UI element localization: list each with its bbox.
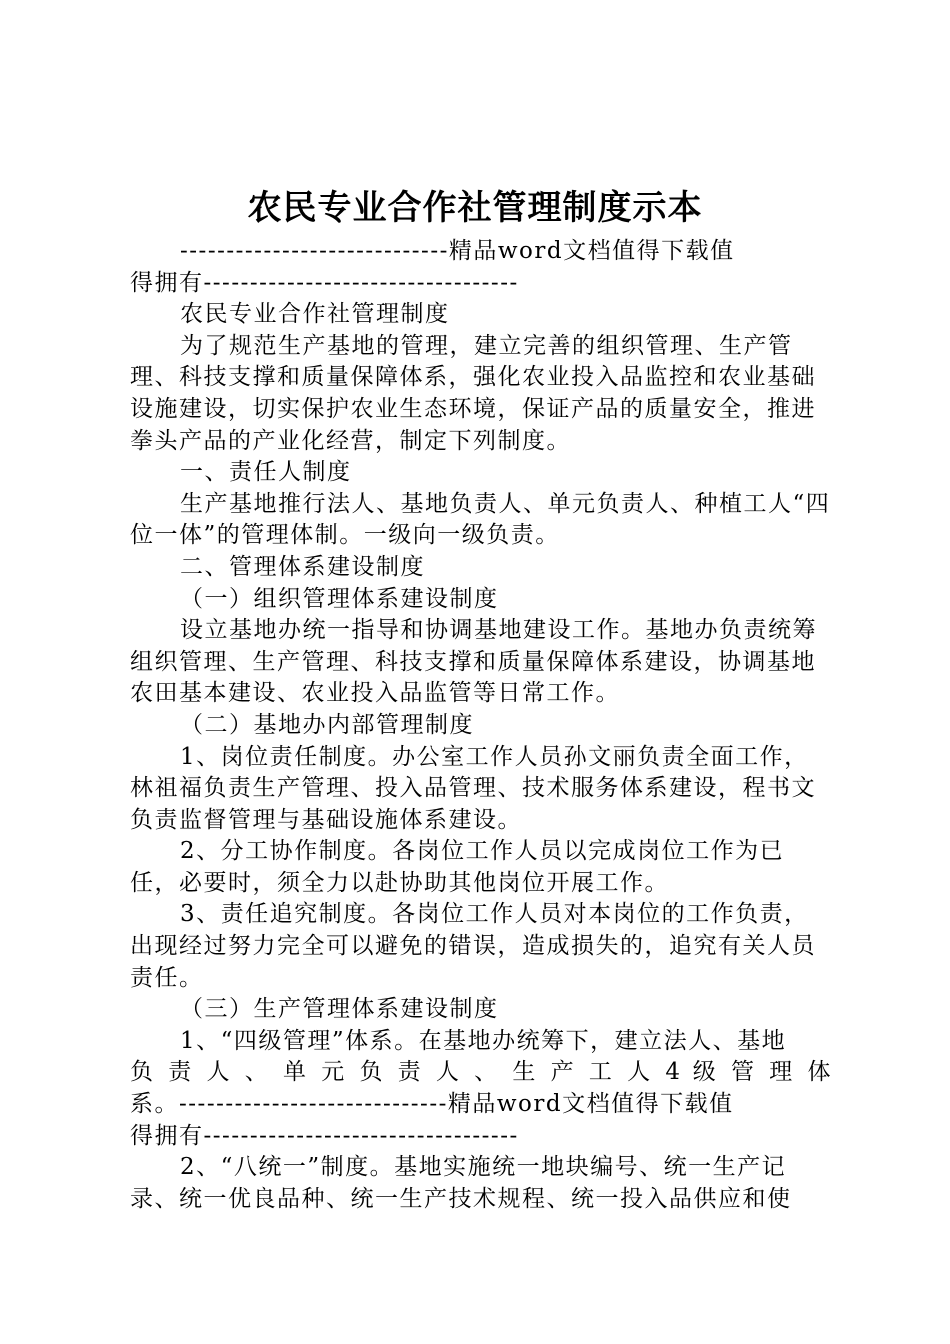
download-banner-line1: -----------------------------精品word文档值得下载值	[180, 238, 735, 264]
list-item-line: 1、“四级管理”体系。在基地办统筹下，建立法人、基地	[180, 1027, 787, 1054]
section-heading: 二、管理体系建设制度	[180, 553, 425, 580]
main-heading: 农民专业合作社管理制度	[180, 301, 450, 328]
list-item: 2、“八统一”制度。基地实施统一地块编号、统一生产记录、统一优良品种、统一生产技术规程、统一投入品供应和使	[130, 1154, 792, 1212]
list-item-line-with-banner: 系。-----------------------------精品word文档值得下载值	[130, 1091, 734, 1118]
list-item: 1、岗位责任制度。办公室工作人员孙文丽负责全面工作，林祖福负责生产管理、投入品管理、技术服务体系建设，程书文负责监督管理与基础设施体系建设。	[130, 743, 816, 833]
download-banner-line2: 得拥有----------------------------------	[130, 269, 519, 296]
document-body	[130, 236, 832, 1215]
subsection-heading: （三）生产管理体系建设制度	[180, 996, 499, 1023]
document-title: 农民专业合作社管理制度示本	[247, 188, 703, 228]
subsection-heading: （一）组织管理体系建设制度	[180, 585, 499, 612]
section-heading: 一、责任人制度	[180, 459, 352, 486]
list-item-line: 负 责 人 、 单 元 负 责 人 、 生 产 工 人 4 级 管 理 体	[130, 1059, 832, 1086]
list-item: 2、分工协作制度。各岗位工作人员以完成岗位工作为已任，必要时，须全力以赴协助其他岗位开展工作。	[130, 838, 785, 896]
download-banner-line2: 得拥有----------------------------------	[130, 1122, 519, 1149]
subsection-heading: （二）基地办内部管理制度	[180, 711, 474, 738]
section-paragraph: 设立基地办统一指导和协调基地建设工作。基地办负责统筹组织管理、生产管理、科技支撑和质量保障体系建设，协调基地农田基本建设、农业投入品监管等日常工作。	[130, 617, 817, 707]
list-item: 3、责任追究制度。各岗位工作人员对本岗位的工作负责，出现经过努力完全可以避免的错误，造成损失的，追究有关人员责任。	[130, 901, 816, 991]
intro-paragraph: 为了规范生产基地的管理，建立完善的组织管理、生产管理、科技支撑和质量保障体系，强化农业投入品监控和农业基础设施建设，切实保护农业生态环境，保证产品的质量安全，推进拳头产品的产业化经营，制定下列制度。	[130, 332, 816, 454]
section-paragraph: 生产基地推行法人、基地负责人、单元负责人、种植工人“四位一体”的管理体制。一级向一级负责。	[130, 490, 831, 549]
